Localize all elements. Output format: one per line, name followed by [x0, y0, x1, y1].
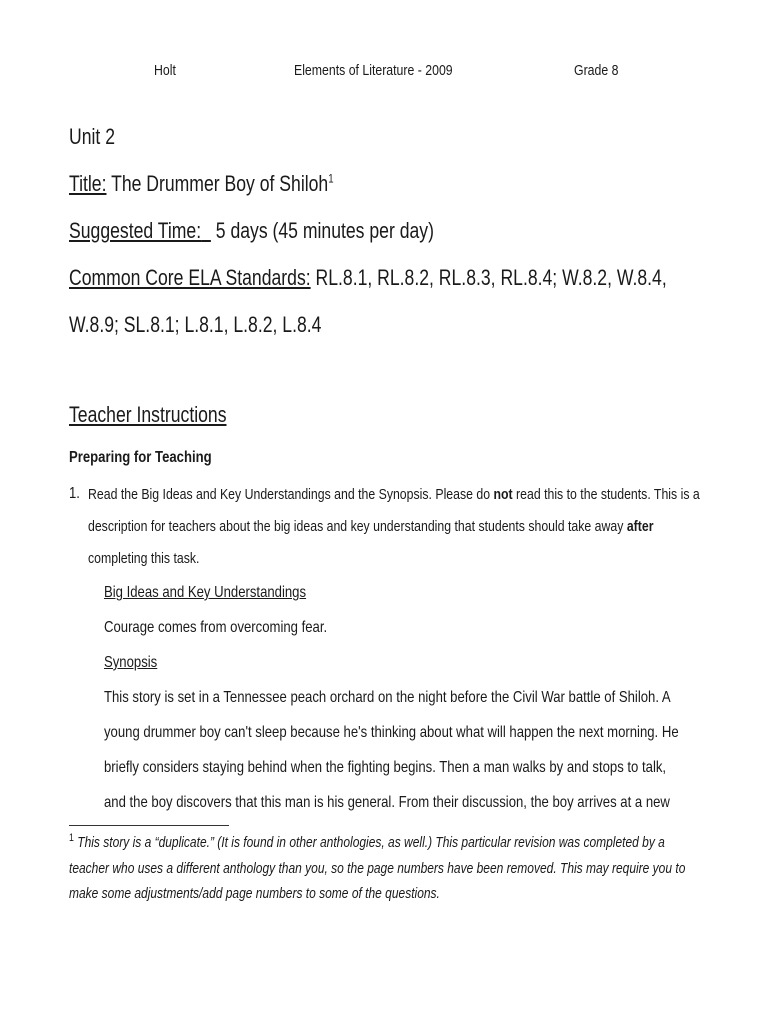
footnote-line-3: make some adjustments/add page numbers to some of the questions.	[69, 885, 440, 902]
footnote-line-2: teacher who uses a different anthology than you, so the page numbers have been removed. This may require you to	[69, 860, 686, 877]
big-ideas-heading: Big Ideas and Key Understandings	[104, 584, 307, 601]
title-label: Title:	[69, 171, 107, 196]
suggested-time-value: 5 days (45 minutes per day)	[215, 218, 434, 243]
synopsis-line: and the boy discovers that this man is his general. From their discussion, the boy arrives at a new	[104, 794, 670, 811]
footnote-reference: 1	[328, 171, 334, 186]
standards-line-1	[69, 264, 770, 292]
teacher-instructions-heading: Teacher Instructions	[69, 402, 227, 427]
suggested-time-line	[69, 217, 525, 245]
standards-label: Common Core ELA Standards:	[69, 265, 311, 290]
footnote-line-1: $^1$ This story is a “duplicate.” (It is found in other anthologies, as well.) This particular revision was completed by a	[69, 832, 665, 851]
synopsis-heading: Synopsis	[104, 654, 158, 671]
title-line	[69, 170, 400, 198]
standards-list-1: RL.8.1, RL.8.2, RL.8.3, RL.8.4; W.8.2, W.8.4,	[315, 265, 667, 290]
preparing-for-teaching-heading: Preparing for Teaching	[69, 449, 212, 466]
synopsis-line: young drummer boy can't sleep because he's thinking about what will happen the next morning. He	[104, 724, 679, 741]
suggested-time-label: Suggested Time:	[69, 218, 202, 243]
big-ideas-text: Courage comes from overcoming fear.	[104, 619, 328, 636]
item-line-1: Read the Big Ideas and Key Understandings and the Synopsis. Please do not read this to the students. This is a	[88, 486, 700, 503]
header-book-title: Elements of Literature - 2009	[294, 62, 453, 79]
standards-line-2	[69, 311, 385, 339]
footnote-mark: 1	[69, 832, 74, 844]
header-grade: Grade 8	[574, 62, 619, 79]
standards-list-2: W.8.9; SL.8.1; L.8.1, L.8.2, L.8.4	[69, 312, 322, 337]
item-line-2: description for teachers about the big ideas and key understanding that students should take away after	[88, 518, 654, 535]
unit-label: Unit 2	[69, 124, 115, 149]
footnote-separator	[69, 825, 229, 826]
item-line-3: completing this task.	[88, 550, 200, 567]
story-title: The Drummer Boy of Shiloh	[111, 171, 329, 196]
header-publisher: Holt	[154, 62, 176, 79]
synopsis-line: This story is set in a Tennessee peach orchard on the night before the Civil War battle of Shiloh. A	[104, 689, 671, 706]
item-number: 1.	[69, 485, 80, 502]
synopsis-line: briefly considers staying behind when the fighting begins. Then a man walks by and stops to talk,	[104, 759, 667, 776]
